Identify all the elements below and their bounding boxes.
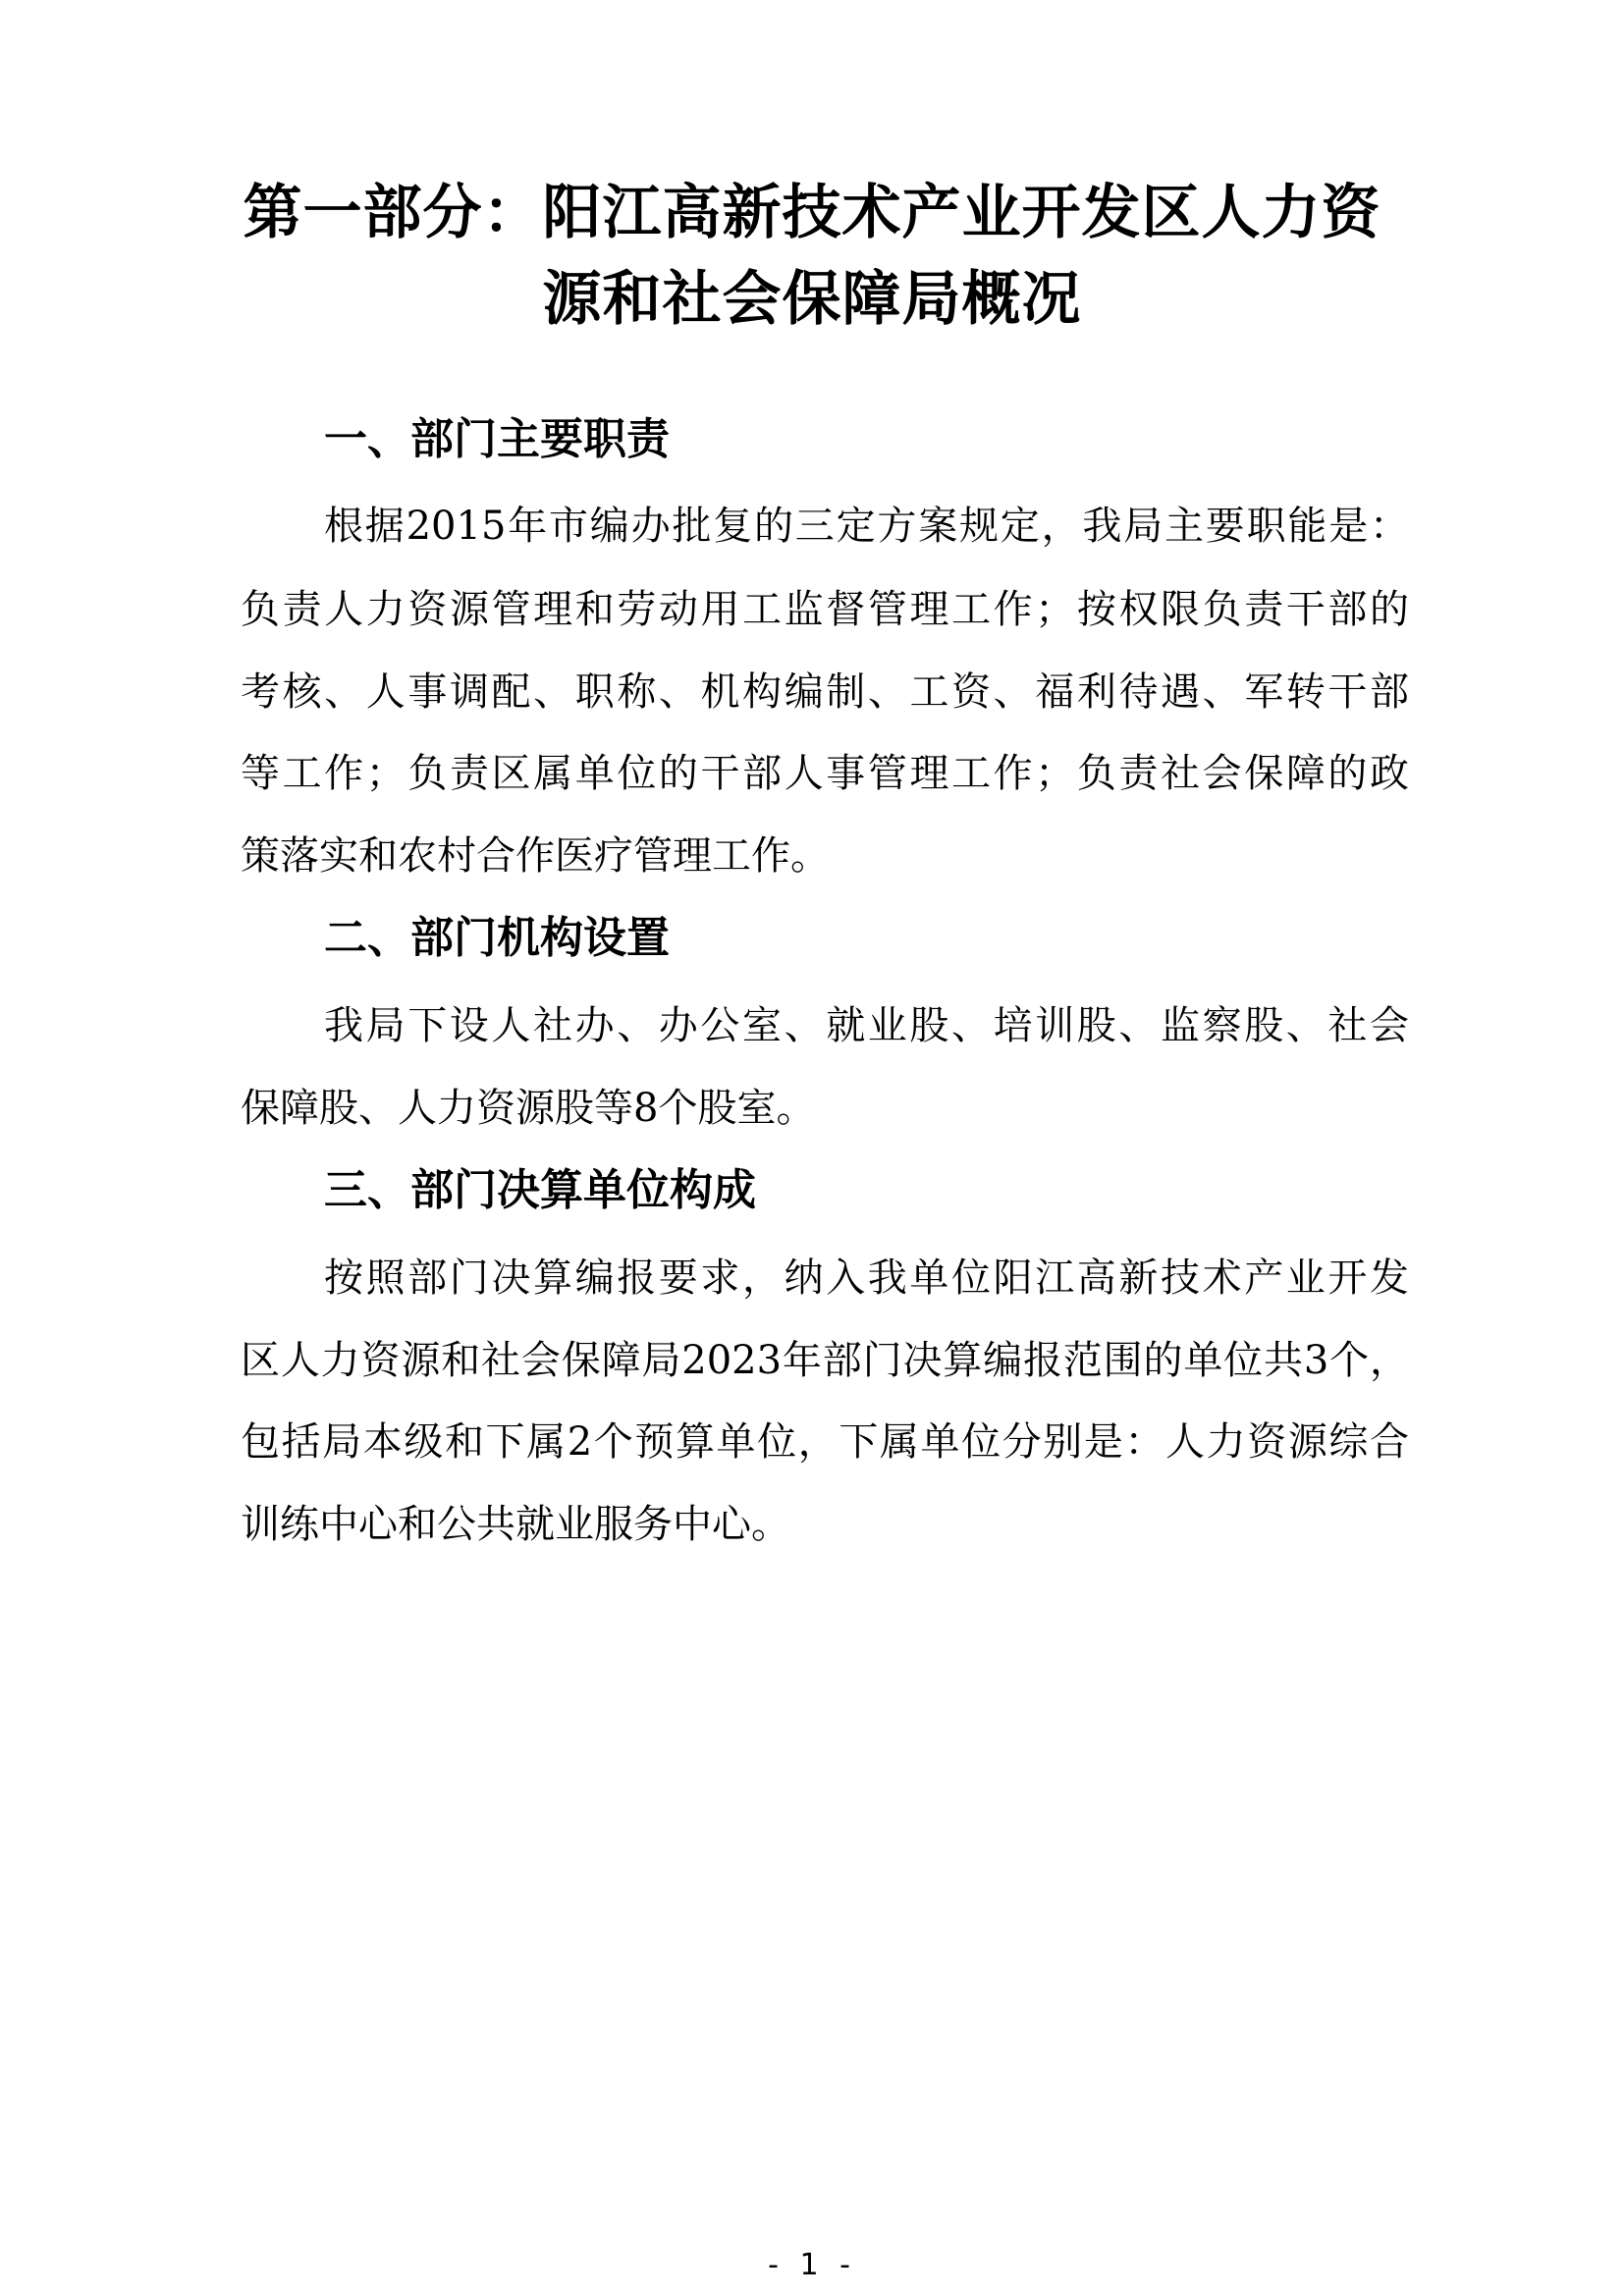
- page-title-line-2: 源和社会保障局概况: [542, 265, 1082, 334]
- paragraph-line: 区人力资源和社会保障局2023年部门决算编报范围的单位共3个，: [241, 1338, 1409, 1383]
- section-heading-structure: 二、部门机构设置: [324, 913, 670, 963]
- section-heading-duties: 一、部门主要职责: [324, 414, 670, 464]
- paragraph-line: 训练中心和公共就业服务中心。: [241, 1502, 790, 1547]
- paragraph-line: 等工作；负责区属单位的干部人事管理工作；负责社会保障的政: [241, 751, 1409, 796]
- paragraph-line: 根据2015年市编办批复的三定方案规定，我局主要职能是：: [324, 504, 1409, 549]
- paragraph-line: 策落实和农村合作医疗管理工作。: [241, 833, 830, 879]
- paragraph-line: 负责人力资源管理和劳动用工监督管理工作；按权限负责干部的: [241, 587, 1409, 632]
- page-title-line-1: 第一部分：阳江高新技术产业开发区人力资: [243, 179, 1381, 247]
- paragraph-line: 考核、人事调配、职称、机构编制、工资、福利待遇、军转干部: [241, 669, 1409, 715]
- section-heading-units: 三、部门决算单位构成: [324, 1165, 756, 1215]
- paragraph-line: 我局下设人社办、办公室、就业股、培训股、监察股、社会: [324, 1003, 1409, 1048]
- page-number: - 1 -: [768, 2248, 856, 2282]
- paragraph-line: 按照部门决算编报要求，纳入我单位阳江高新技术产业开发: [324, 1255, 1409, 1301]
- paragraph-line: 包括局本级和下属2个预算单位，下属单位分别是：人力资源综合: [241, 1419, 1409, 1465]
- paragraph-line: 保障股、人力资源股等8个股室。: [241, 1086, 816, 1131]
